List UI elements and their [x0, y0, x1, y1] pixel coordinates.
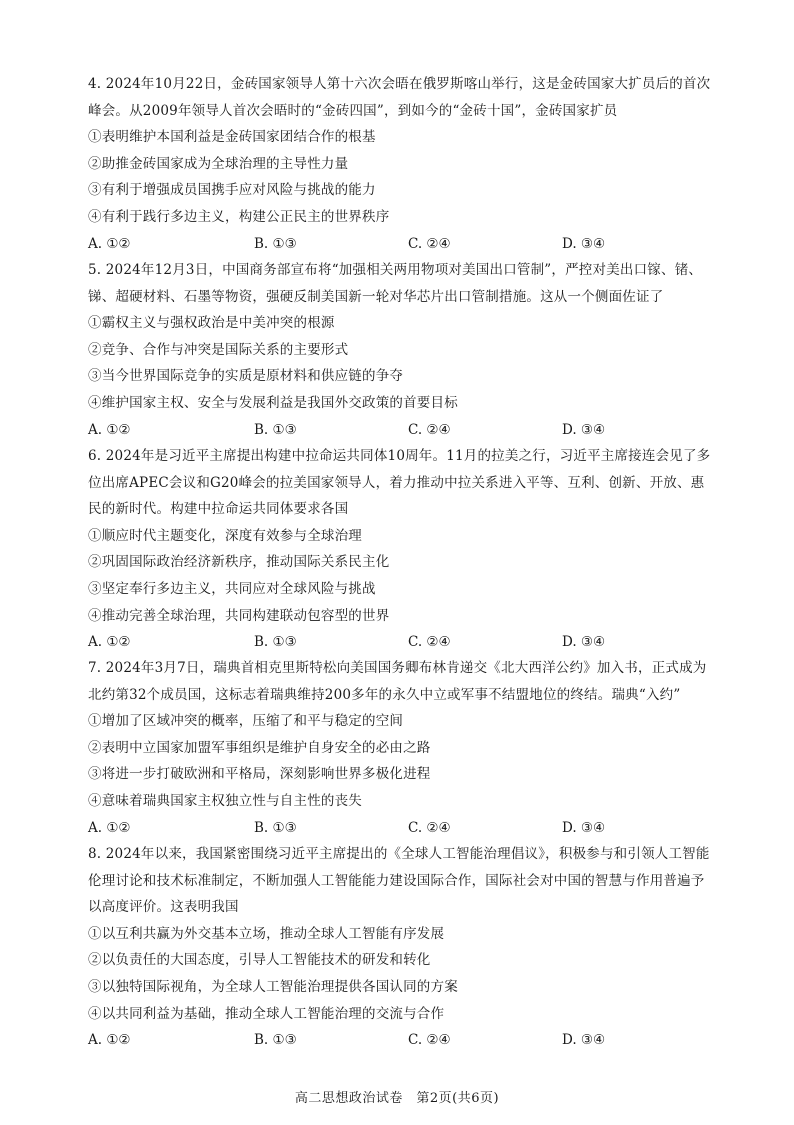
page-footer: 高二思想政治试卷 第2页(共6页) [294, 1091, 500, 1106]
question-stem: 4. 2024年10月22日，金砖国家领导人第十六次会晤在俄罗斯喀山举行，这是金砖国家大扩员后的首次峰会。从2009年领导人首次会晤时的“金砖四国”，到如今的“金砖十国”，金砖国家扩员 [88, 76, 711, 119]
option-b: B. ①③ [254, 1032, 297, 1049]
statement-3: ③坚定奉行多边主义，共同应对全球风险与挑战 [88, 580, 376, 597]
option-a: A. ①② [88, 421, 131, 438]
question-4 [88, 71, 718, 257]
statement-1: ①增加了区域冲突的概率，压缩了和平与稳定的空间 [88, 713, 404, 730]
question-8 [88, 841, 718, 1054]
option-a: A. ①② [88, 1032, 131, 1049]
option-b: B. ①③ [254, 421, 297, 438]
option-b: B. ①③ [254, 235, 297, 252]
statement-4: ④以共同利益为基础，推动全球人工智能治理的交流与合作 [88, 1005, 445, 1022]
question-stem: 5. 2024年12月3日，中国商务部宣布将“加强相关两用物项对美国出口管制”，严控对美出口镓、锗、锑、超硬材料、石墨等物资，强硬反制美国新一轮对华芯片出口管制措施。这从一个侧面佐证了 [88, 262, 703, 305]
statement-3: ③将进一步打破欧洲和平格局，深刻影响世界多极化进程 [88, 766, 431, 783]
statement-2: ②竞争、合作与冲突是国际关系的主要形式 [88, 341, 349, 358]
option-c: C. ②④ [408, 1032, 451, 1049]
statement-3: ③有利于增强成员国携手应对风险与挑战的能力 [88, 182, 376, 199]
answer-options [88, 417, 718, 444]
statement-2: ②助推金砖国家成为全球治理的主导性力量 [88, 155, 349, 172]
option-c: C. ②④ [408, 634, 451, 651]
option-d: D. ③④ [562, 819, 606, 836]
statement-3: ③以独特国际视角，为全球人工智能治理提供各国认同的方案 [88, 978, 458, 995]
option-a: A. ①② [88, 235, 131, 252]
question-stem: 8. 2024年以来，我国紧密围绕习近平主席提出的《全球人工智能治理倡议》，积极参与和引领人工智能伦理讨论和技术标准制定，不断加强人工智能能力建设国际合作，国际社会对中国的智慧与作用普遍予以高度评价。这表明我国 [88, 846, 710, 916]
option-c: C. ②④ [408, 421, 451, 438]
statement-1: ①霸权主义与强权政治是中美冲突的根源 [88, 315, 335, 332]
option-d: D. ③④ [562, 634, 606, 651]
option-c: C. ②④ [408, 819, 451, 836]
option-c: C. ②④ [408, 235, 451, 252]
statement-2: ②以负责任的大国态度，引导人工智能技术的研发和转化 [88, 952, 431, 969]
option-d: D. ③④ [562, 235, 606, 252]
question-5 [88, 257, 718, 443]
answer-options [88, 1027, 718, 1054]
statement-4: ④维护国家主权、安全与发展利益是我国外交政策的首要目标 [88, 394, 458, 411]
statement-4: ④推动完善全球治理，共同构建联动包容型的世界 [88, 607, 390, 624]
answer-options [88, 815, 718, 842]
question-stem: 7. 2024年3月7日，瑞典首相克里斯特松向美国国务卿布林肯递交《北大西洋公约》加入书，正式成为北约第32个成员国，这标志着瑞典维持200多年的永久中立或军事不结盟地位的终结。瑞典“入约” [88, 660, 707, 703]
option-a: A. ①② [88, 634, 131, 651]
statement-2: ②巩固国际政治经济新秩序，推动国际关系民主化 [88, 554, 390, 571]
statement-2: ②表明中立国家加盟军事组织是维护自身安全的必由之路 [88, 739, 431, 756]
answer-options [88, 629, 718, 656]
option-b: B. ①③ [254, 819, 297, 836]
option-d: D. ③④ [562, 421, 606, 438]
question-stem: 6. 2024年是习近平主席提出构建中拉命运共同体10周年。11月的拉美之行，习近平主席接连会见了多位出席APEC会议和G20峰会的拉美国家领导人，着力推动中拉关系进入平等、互利、创新、开放、惠民的新时代。构建中拉命运共同体要求各国 [88, 448, 711, 518]
statement-1: ①以互利共赢为外交基本立场，推动全球人工智能有序发展 [88, 925, 445, 942]
option-d: D. ③④ [562, 1032, 606, 1049]
option-b: B. ①③ [254, 634, 297, 651]
option-a: A. ①② [88, 819, 131, 836]
statement-3: ③当今世界国际竞争的实质是原材料和供应链的争夺 [88, 368, 404, 385]
answer-options [88, 231, 718, 258]
statement-4: ④意味着瑞典国家主权独立性与自主性的丧失 [88, 792, 362, 809]
question-6 [88, 443, 718, 656]
statement-4: ④有利于践行多边主义，构建公正民主的世界秩序 [88, 208, 390, 225]
question-7 [88, 655, 718, 841]
statement-1: ①表明维护本国利益是金砖国家团结合作的根基 [88, 129, 376, 146]
statement-1: ①顺应时代主题变化，深度有效参与全球治理 [88, 527, 362, 544]
